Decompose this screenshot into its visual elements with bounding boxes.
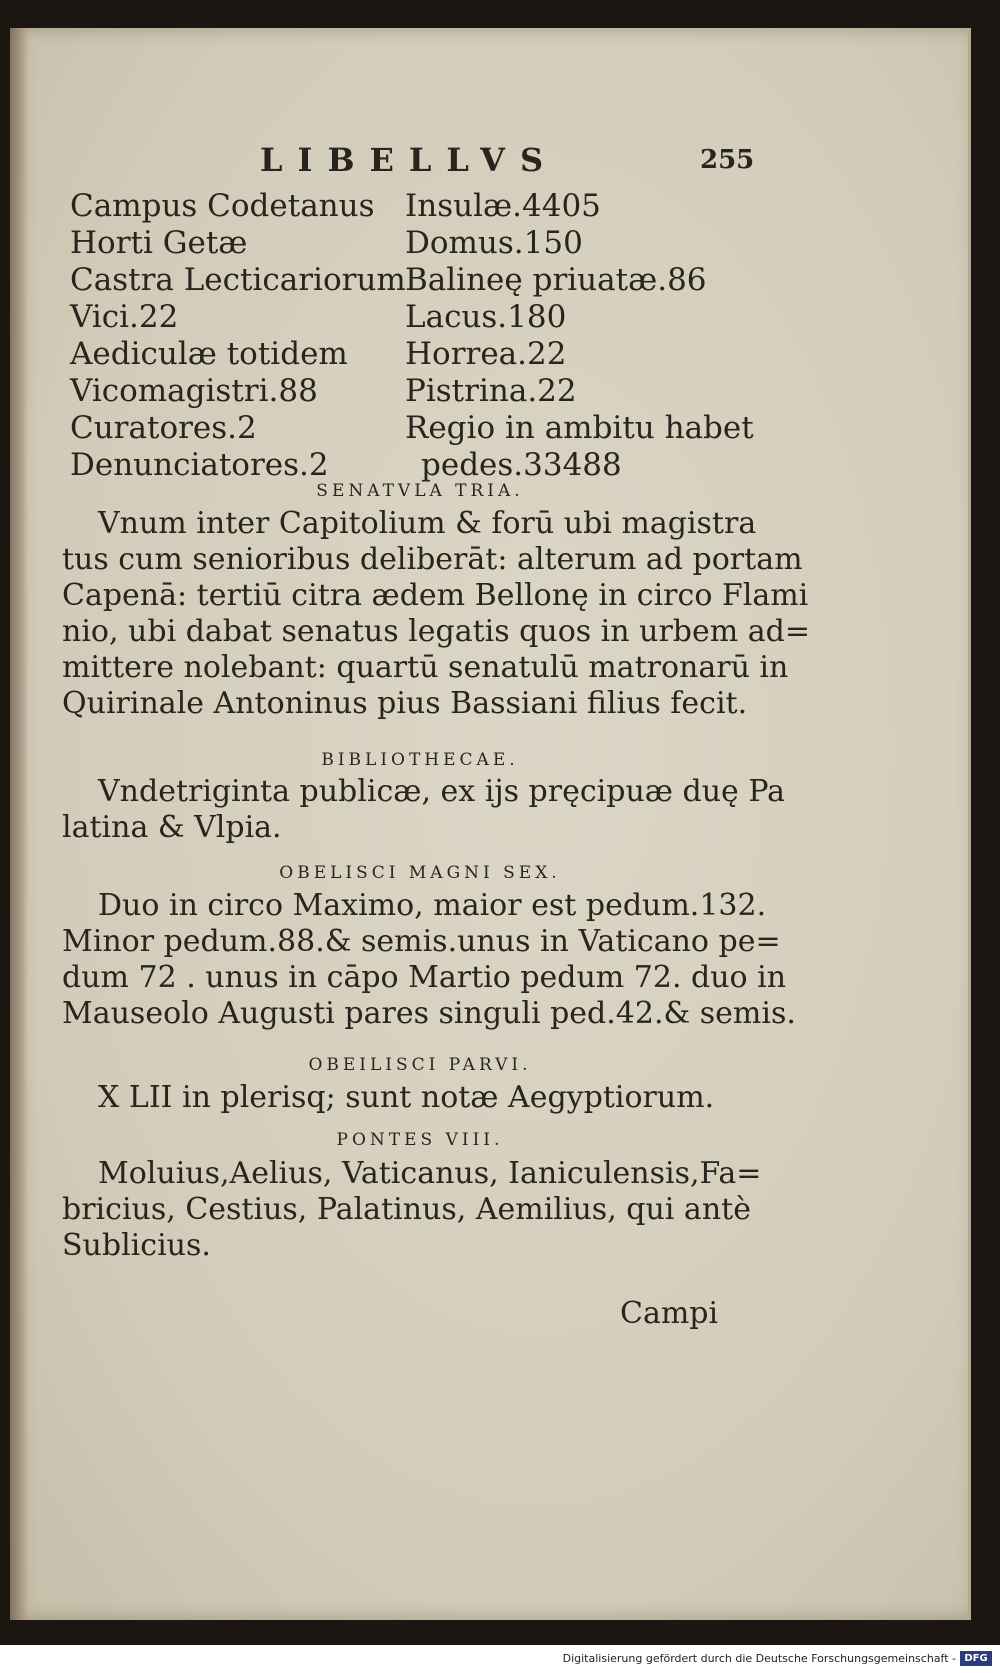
left-column [70,188,406,484]
list-item: Horti Getæ [70,225,248,261]
text-line: mittere nolebant: quartū senatulū matronarū in [62,650,789,685]
text-line: Minor pedum.88.& semis.unus in Vaticano pe= [62,924,781,959]
list-item: Vicomagistri.88 [70,373,318,409]
list-item: Castra Lecticariorum [70,262,406,298]
list-item: Balineę priuatæ.86 [405,262,707,298]
text-line: bricius, Cestius, Palatinus, Aemilius, qui antè [62,1192,751,1227]
list-item: pedes.33488 [421,447,622,483]
text-line: Mauseolo Augusti pares singuli ped.42.& semis. [62,996,796,1031]
text-line: nio, ubi dabat senatus legatis quos in urbem ad= [62,614,810,649]
text-line: latina & Vlpia. [62,810,282,845]
dfg-logo-icon: DFG [960,1651,992,1666]
list-item: Vici.22 [70,299,179,335]
section-heading-obelisci-parvi: OBEILISCI PARVI. [308,1055,532,1075]
catchword: Campi [620,1296,719,1331]
text-line: Quirinale Antoninus pius Bassiani filius fecit. [62,686,748,721]
page-gutter-shadow [10,28,28,1620]
text-line: Moluius,Aelius, Vaticanus, Ianiculensis,Fa= [98,1156,762,1191]
page-number: 255 [700,145,755,175]
running-head-title: LIBELLVS [260,141,559,179]
text-line: Vnum inter Capitolium & forū ubi magistra [98,506,757,541]
text-line: dum 72 . unus in cāpo Martio pedum 72. duo in [62,960,787,995]
section-heading-senatula: SENATVLA TRIA. [316,481,524,501]
section-heading-bibliothecae: BIBLIOTHECAE. [321,750,519,770]
list-item: Aediculæ totidem [70,336,348,372]
section-heading-obelisci-magni: OBELISCI MAGNI SEX. [279,863,561,883]
running-head [10,141,968,185]
list-item: Insulæ.4405 [405,188,601,224]
funding-notice: Digitalisierung gefördert durch die Deutsche Forschungsgemeinschaft - [562,1652,956,1665]
text-line: Sublicius. [62,1228,211,1263]
text-line: X LII in plerisq; sunt notæ Aegyptiorum. [98,1080,715,1115]
list-item: Pistrina.22 [405,373,577,409]
section-body-bibliothecae [62,774,786,846]
footer-bar [0,1645,1000,1673]
book-page [10,28,971,1620]
list-item: Lacus.180 [405,299,567,335]
right-column [405,188,754,484]
list-item: Denunciatores.2 [70,447,329,483]
text-line: Duo in circo Maximo, maior est pedum.132. [98,888,767,923]
text-line: tus cum senioribus deliberāt: alterum ad portam [62,542,803,577]
list-item: Regio in ambitu habet [405,410,754,446]
list-item: Domus.150 [405,225,583,261]
section-body-obelisci-parvi [62,1080,762,1116]
list-item: Curatores.2 [70,410,257,446]
list-item: Horrea.22 [405,336,567,372]
text-line: Vndetriginta publicæ, ex ijs pręcipuæ duę Pa [98,774,786,809]
text-line: Capenā: tertiū citra ædem Bellonę in circo Flami [62,578,809,613]
section-body-obelisci-magni [62,888,796,1032]
section-body-pontes [62,1156,762,1264]
section-heading-pontes: PONTES VIII. [336,1130,504,1150]
section-body-senatula [62,506,810,722]
list-item: Campus Codetanus [70,188,375,224]
